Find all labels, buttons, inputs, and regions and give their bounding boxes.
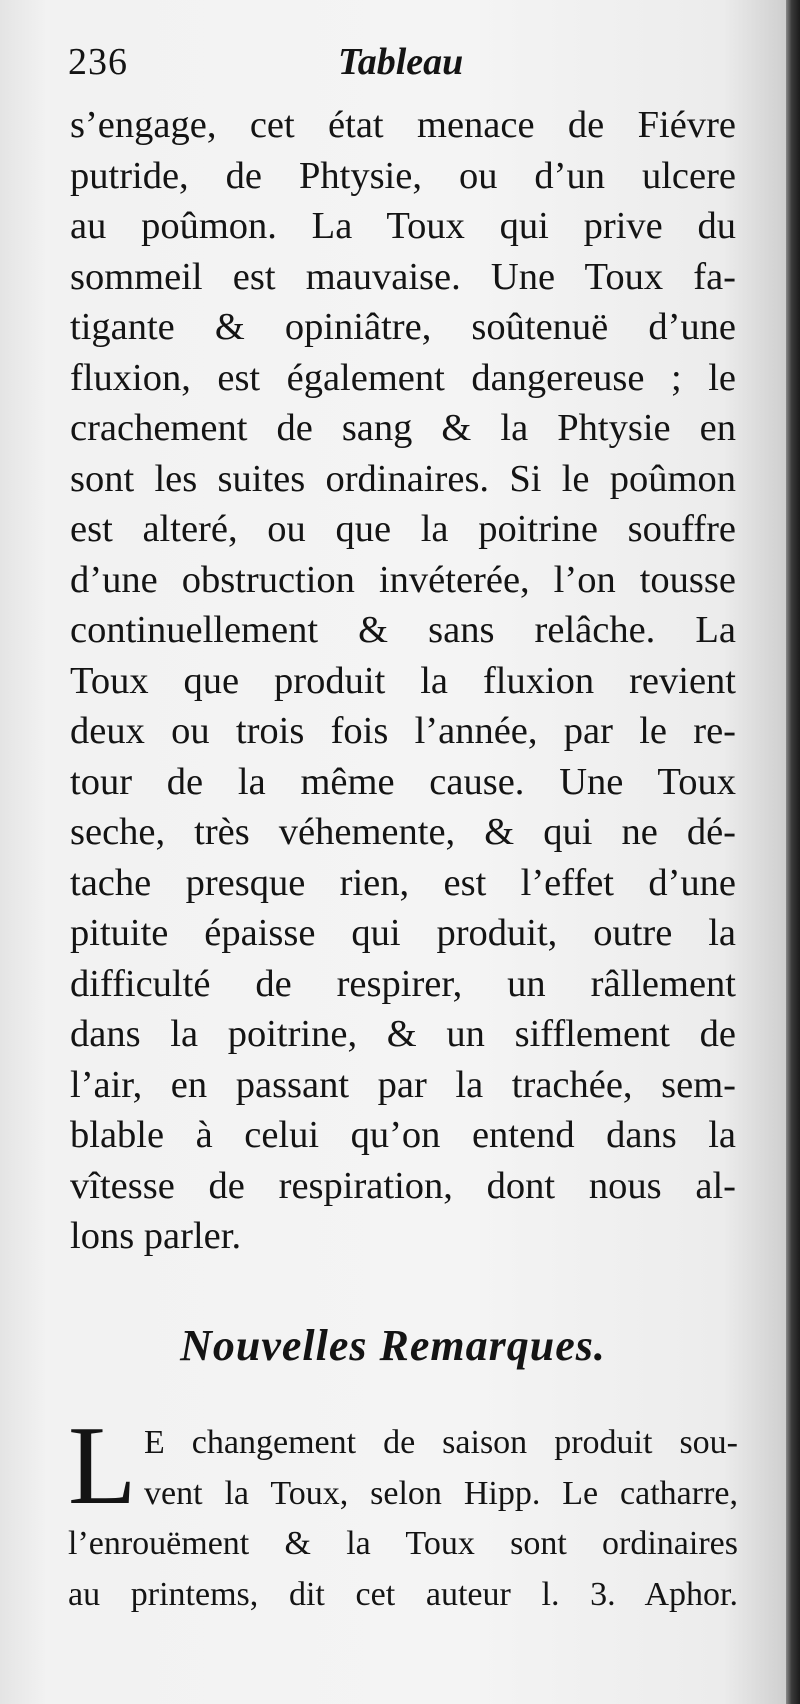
text-line: au printems, dit cet auteur l. 3. Aphor. [68,1575,738,1613]
drop-cap: L [68,1404,137,1528]
text-line: tigante & opiniâtre, soûtenuë d’une [70,306,736,348]
text-line: tour de la même cause. Une Toux [70,760,736,803]
page-edge-shadow [786,0,800,1704]
running-title: Tableau [338,41,464,83]
text-line: l’air, en passant par la trachée, sem- [70,1063,736,1106]
text-line: vent la Toux, selon Hipp. Le catharre, [144,1474,738,1512]
text-line: est alteré, ou que la poitrine souffre [70,508,736,550]
text-line: s’engage, cet état menace de Fiévre [70,104,736,146]
text-line: continuellement & sans relâche. La [70,609,736,651]
text-line: difficulté de respirer, un râllement [70,962,736,1005]
body-paragraph [70,100,736,1262]
text-line: blable à celui qu’on entend dans la [70,1114,736,1156]
section-heading: Nouvelles Remarques. [180,1321,606,1370]
text-line: au poûmon. La Toux qui prive du [70,205,736,247]
text-line: l’enrouëment & la Toux sont ordinaires [68,1525,738,1562]
text-line: putride, de Phtysie, ou d’un ulcere [70,154,736,197]
text-line: lons parler. [70,1215,242,1257]
text-line: pituite épaisse qui produit, outre la [70,912,736,954]
page-header [68,40,748,100]
page-number: 236 [68,41,128,83]
text-line: sont les suites ordinaires. Si le poûmon [70,457,736,500]
remarks-paragraph [68,1404,738,1622]
text-line: tache presque rien, est l’effet d’une [70,861,736,904]
text-line: E changement de saison produit sou- [144,1424,738,1461]
text-line: d’une obstruction invéterée, l’on tousse [70,558,736,601]
text-line: fluxion, est également dangereuse ; le [70,356,736,399]
text-line: Toux que produit la fluxion revient [70,659,736,702]
text-line: sommeil est mauvaise. Une Toux fa- [70,255,736,298]
text-line: seche, très véhemente, & qui ne dé- [70,811,736,853]
text-line: deux ou trois fois l’année, par le re- [70,710,736,752]
text-line: vîtesse de respiration, dont nous al- [70,1164,736,1207]
text-line: dans la poitrine, & un sifflement de [70,1013,736,1055]
text-line: crachement de sang & la Phtysie en [70,407,736,449]
